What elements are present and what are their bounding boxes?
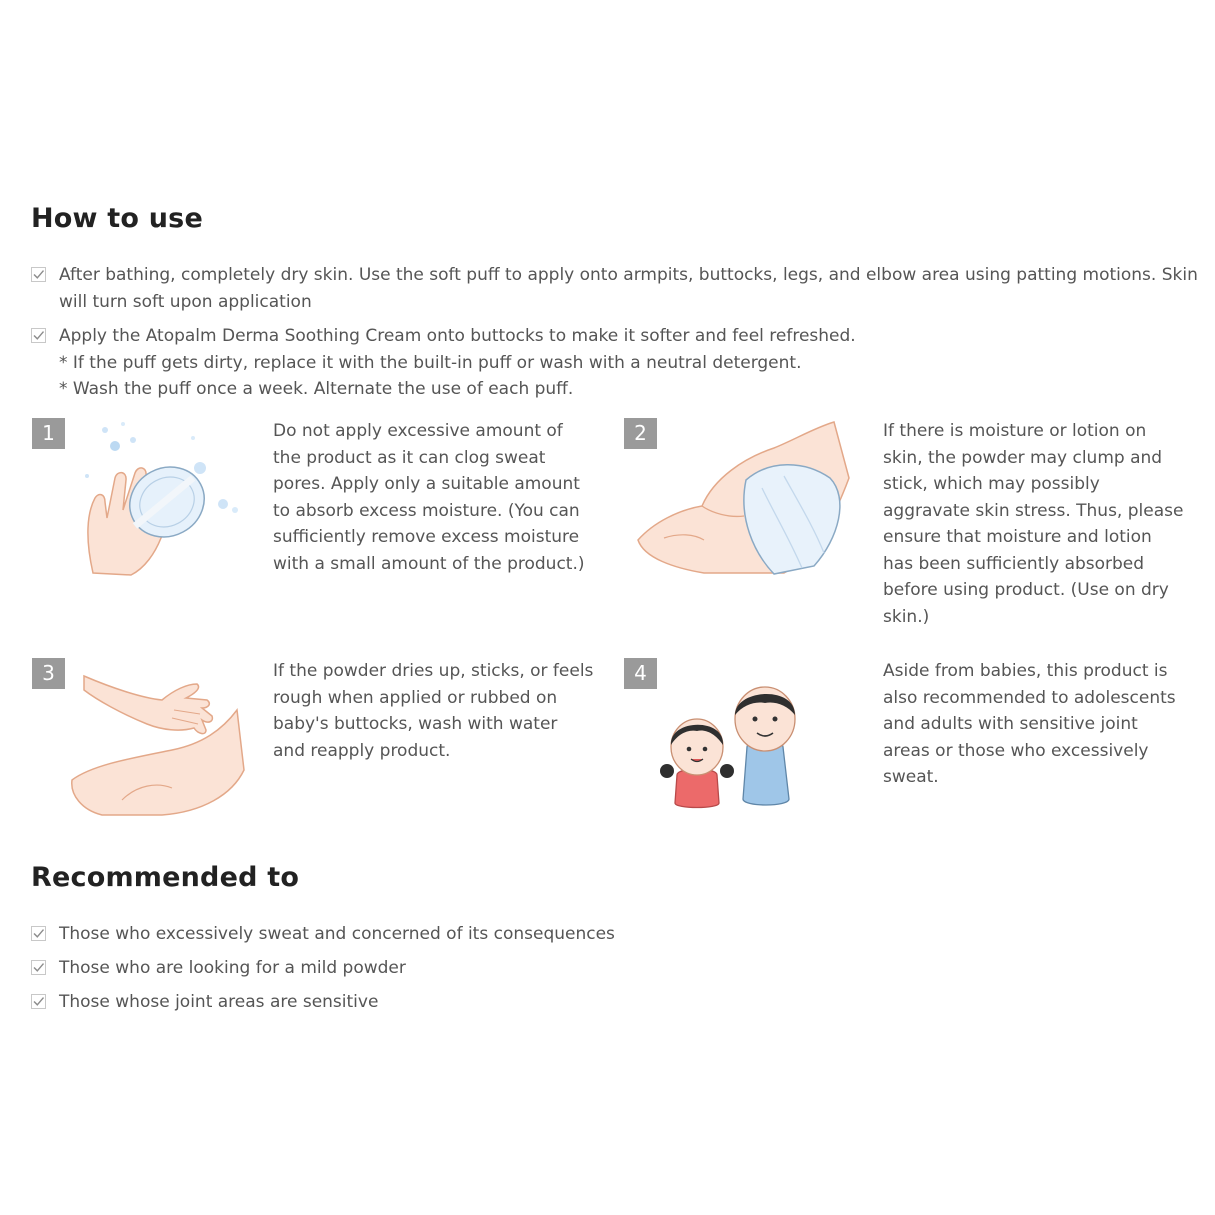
step-text-line: ensure that moisture and lotion — [883, 527, 1152, 547]
recommended-to-heading: Recommended to — [31, 862, 300, 893]
step-text-line: sweat. — [883, 767, 939, 787]
item-note-line: * If the puff gets dirty, replace it with the built-in puff or wash with a neutral detergent. — [59, 352, 802, 373]
step-number-badge: 3 — [32, 658, 65, 689]
checkbox-checked-icon — [31, 926, 46, 941]
step-text-line: has been sufficiently absorbed — [883, 553, 1145, 574]
step-text-line: aggravate skin stress. Thus, please — [883, 500, 1184, 521]
step-description — [273, 418, 585, 577]
checkbox-checked-icon — [31, 960, 46, 975]
step-number-badge: 2 — [624, 418, 657, 449]
child-and-adult-icon — [655, 675, 815, 815]
step-text-line: areas or those who excessively — [883, 740, 1149, 761]
hand-with-puff-icon — [75, 418, 245, 583]
step-text-line: rough when applied or rubbed on — [273, 687, 558, 708]
how-to-use-heading: How to use — [31, 203, 203, 234]
item-text-line: will turn soft upon application — [59, 291, 312, 312]
checkbox-checked-icon — [31, 267, 46, 282]
step-text-line: stick, which may possibly — [883, 474, 1100, 494]
step-text-line: pores. Apply only a suitable amount — [273, 474, 580, 494]
step-text-line: and adults with sensitive joint — [883, 714, 1138, 734]
towel-drying-skin-icon — [634, 418, 854, 578]
item-text-line: After bathing, completely dry skin. Use the soft puff to apply onto armpits, buttocks, legs, and elbow area using patting motions. Skin — [59, 265, 1198, 285]
step-text-line: with a small amount of the product.) — [273, 553, 585, 574]
item-text-line: Apply the Atopalm Derma Soothing Cream onto buttocks to make it softer and feel refreshed. — [59, 326, 856, 346]
step-text-line: Do not apply excessive amount of — [273, 421, 563, 441]
step-text-line: If the powder dries up, sticks, or feels — [273, 661, 594, 681]
item-note-line: * Wash the puff once a week. Alternate the use of each puff. — [59, 379, 574, 399]
step-text-line: skin.) — [883, 606, 930, 627]
step-text-line: to absorb excess moisture. (You can — [273, 500, 580, 521]
recommended-item-text: Those whose joint areas are sensitive — [59, 992, 379, 1012]
step-description — [883, 418, 1183, 630]
step-text-line: baby's buttocks, wash with water — [273, 714, 558, 734]
step-description — [273, 658, 593, 764]
step-text-line: Aside from babies, this product is — [883, 661, 1168, 681]
step-text-line: If there is moisture or lotion on — [883, 421, 1147, 441]
step-number-badge: 1 — [32, 418, 65, 449]
step-text-line: sufficiently remove excess moisture — [273, 527, 580, 547]
recommended-item-text: Those who are looking for a mild powder — [59, 958, 406, 978]
hands-patting-baby-icon — [62, 670, 247, 818]
step-text-line: skin, the powder may clump and — [883, 447, 1163, 468]
step-text-line: before using product. (Use on dry — [883, 580, 1169, 600]
step-text-line: the product as it can clog sweat — [273, 447, 546, 468]
step-description — [883, 658, 1176, 791]
step-number-badge: 4 — [624, 658, 657, 689]
step-text-line: also recommended to adolescents — [883, 687, 1176, 708]
checkbox-checked-icon — [31, 328, 46, 343]
checkbox-checked-icon — [31, 994, 46, 1009]
step-text-line: and reapply product. — [273, 740, 451, 761]
recommended-item-text: Those who excessively sweat and concerned of its consequences — [59, 924, 615, 944]
